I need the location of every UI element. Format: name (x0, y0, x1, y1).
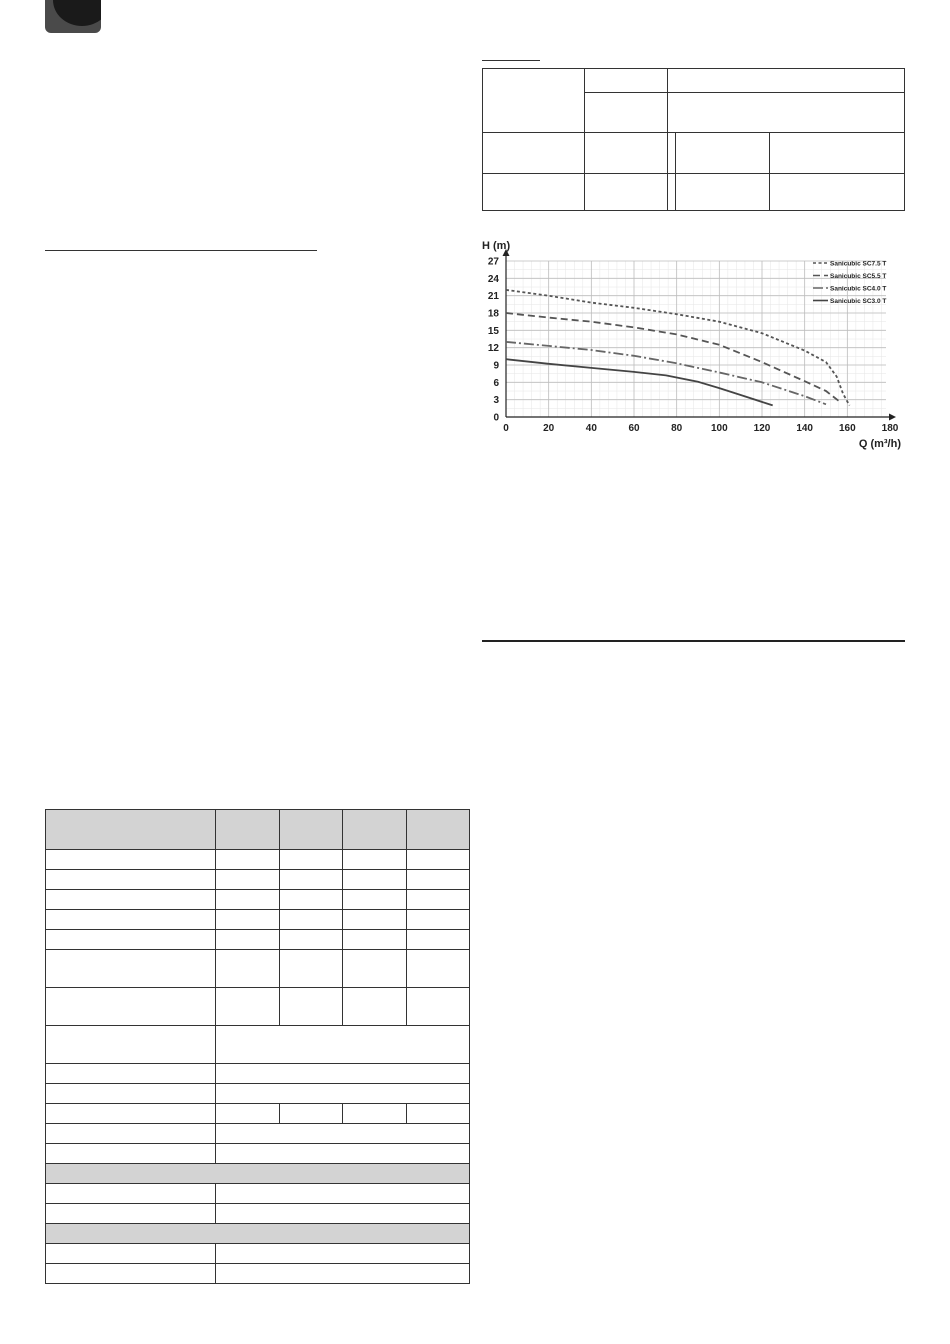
table-row (46, 988, 470, 1026)
performance-curve-chart (475, 235, 915, 455)
table-row (46, 1104, 470, 1124)
section-rule-right (482, 60, 540, 61)
table-row (46, 890, 470, 910)
x-tick-label: 80 (671, 423, 683, 434)
y-tick-label: 18 (487, 308, 499, 320)
table-row (46, 870, 470, 890)
table-row (46, 1064, 470, 1084)
x-tick-label: 160 (838, 423, 856, 434)
y-tick-label: 6 (493, 377, 499, 389)
y-tick-label: 24 (487, 273, 499, 285)
table-row (46, 950, 470, 988)
table-row (46, 930, 470, 950)
y-tick-label: 15 (487, 325, 499, 337)
y-tick-label: 0 (493, 412, 499, 424)
x-tick-label: 60 (628, 423, 640, 434)
legend-label: Sanicubic SC4.0 T (830, 285, 887, 293)
table-row (46, 1204, 470, 1224)
y-tick-label: 12 (487, 343, 499, 355)
table-row (46, 1244, 470, 1264)
table-row (46, 1264, 470, 1284)
section-rule-left (45, 250, 317, 251)
series-line (506, 342, 826, 404)
table-section-row (46, 1224, 470, 1244)
table-row (46, 1084, 470, 1104)
y-tick-label: 9 (493, 360, 499, 372)
info-table (482, 68, 905, 211)
y-axis-label: H (m) (482, 240, 511, 252)
x-tick-label: 140 (796, 423, 814, 434)
y-tick-label: 27 (487, 256, 499, 268)
spec-table (45, 809, 470, 1284)
x-axis-arrow-icon (889, 414, 896, 421)
series-line (506, 313, 841, 403)
x-tick-label: 40 (585, 423, 597, 434)
legend-label: Sanicubic SC7.5 T (830, 260, 887, 268)
x-tick-label: 0 (503, 423, 509, 434)
corner-tab-decoration (45, 0, 101, 33)
section-rule-bottom (482, 640, 905, 642)
x-tick-label: 120 (753, 423, 771, 434)
table-row (46, 910, 470, 930)
table-row (46, 1026, 470, 1064)
x-tick-label: 100 (710, 423, 728, 434)
y-tick-label: 21 (487, 291, 499, 303)
table-row (46, 1184, 470, 1204)
x-tick-label: 20 (543, 423, 555, 434)
table-row (46, 850, 470, 870)
legend-label: Sanicubic SC5.5 T (830, 273, 887, 280)
x-tick-label: 180 (881, 423, 899, 434)
table-row (46, 1144, 470, 1164)
table-header-row (46, 810, 470, 850)
table-row (46, 1124, 470, 1144)
y-tick-label: 3 (493, 395, 499, 407)
table-section-row (46, 1164, 470, 1184)
legend-label: Sanicubic SC3.0 T (830, 298, 887, 305)
x-axis-label: Q (m³/h) (858, 438, 901, 450)
